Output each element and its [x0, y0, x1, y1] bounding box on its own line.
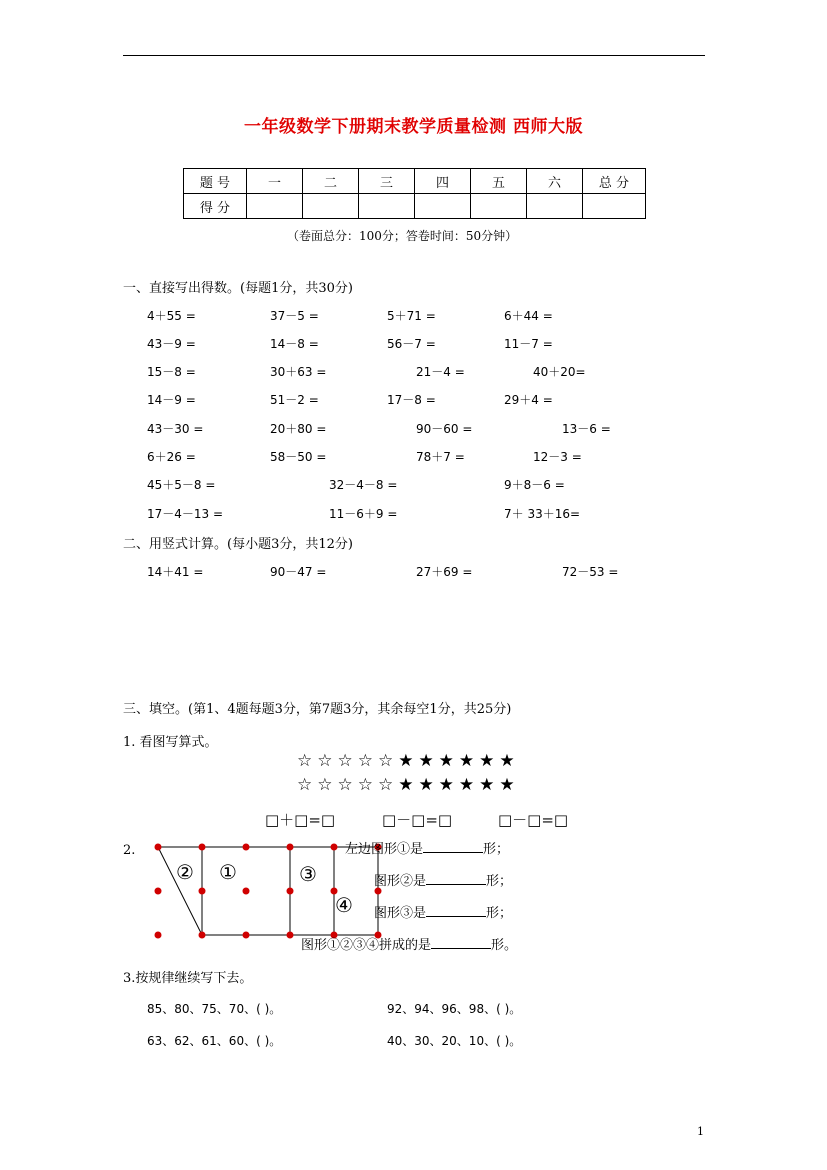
- figure-question-suffix: 形；: [486, 874, 513, 889]
- shape-label-3: ③: [299, 862, 317, 886]
- page-title: 一年级数学下册期末教学质量检测 西师大版: [244, 117, 583, 137]
- vertical-calc-problem: 27＋69 =: [416, 565, 473, 579]
- problem: 11－6＋9 =: [329, 507, 398, 521]
- score-cell[interactable]: [247, 194, 303, 219]
- score-cell[interactable]: [583, 194, 646, 219]
- problem: 4＋55 =: [147, 309, 196, 323]
- shape-label-4: ④: [335, 893, 353, 917]
- sequence-item: 92、94、96、98、( )。: [387, 1002, 522, 1016]
- problem: 43－30 =: [147, 422, 204, 436]
- score-header-cell: 五: [471, 169, 527, 194]
- vertical-calc-problem: 14＋41 =: [147, 565, 204, 579]
- score-header-cell: 题 号: [184, 169, 247, 194]
- figure-question-text: 图形③是: [374, 906, 427, 921]
- problem: 78＋7 =: [416, 450, 465, 464]
- problem: 17－8 =: [387, 393, 436, 407]
- problem: 51－2 =: [270, 393, 319, 407]
- problem: 21－4 =: [416, 365, 465, 379]
- problem: 14－9 =: [147, 393, 196, 407]
- score-input-row: [184, 194, 646, 219]
- problem: 6＋26 =: [147, 450, 196, 464]
- grid-dots: [155, 844, 382, 939]
- problem: 7＋ 33＋16=: [504, 507, 581, 521]
- score-header-cell: 一: [247, 169, 303, 194]
- figure-question-suffix: 形；: [483, 842, 510, 857]
- header-rule: [123, 55, 705, 56]
- score-header-cell: 三: [359, 169, 415, 194]
- exam-note: （卷面总分：100分；答卷时间：50分钟）: [287, 229, 518, 243]
- problem: 14－8 =: [270, 337, 319, 351]
- figure-question-text: 左边图形①是: [345, 842, 424, 857]
- score-header-row: [184, 169, 646, 194]
- problem: 90－60 =: [416, 422, 473, 436]
- answer-blank[interactable]: [426, 872, 486, 885]
- problem: 43－9 =: [147, 337, 196, 351]
- score-header-cell: 二: [303, 169, 359, 194]
- answer-boxes[interactable]: □－□=□: [382, 811, 453, 829]
- score-cell[interactable]: [415, 194, 471, 219]
- vertical-calc-problem: 72－53 =: [562, 565, 619, 579]
- page-number: 1: [697, 1125, 704, 1138]
- figure-question-suffix: 形；: [486, 906, 513, 921]
- figure-question-line: [301, 934, 517, 953]
- sequence-item: 40、30、20、10、( )。: [387, 1034, 522, 1048]
- answer-blank[interactable]: [431, 936, 491, 949]
- problem: 9＋8－6 =: [504, 478, 565, 492]
- answer-boxes[interactable]: □－□=□: [498, 811, 569, 829]
- star-row: ☆☆☆☆☆★★★★★★: [297, 751, 520, 771]
- question2-label: 2.: [123, 843, 136, 858]
- problem: 11－7 =: [504, 337, 553, 351]
- problem: 30＋63 =: [270, 365, 327, 379]
- problem: 32－4－8 =: [329, 478, 398, 492]
- problem: 20＋80 =: [270, 422, 327, 436]
- problem: 37－5 =: [270, 309, 319, 323]
- shape-label-1: ①: [219, 860, 237, 884]
- section3-heading: 三、填空。(第1、4题每题3分，第7题3分，其余每空1分，共25分): [123, 702, 512, 717]
- problem: 45＋5－8 =: [147, 478, 216, 492]
- figure-question-line: [374, 902, 512, 921]
- question1-label: 1. 看图写算式。: [123, 735, 218, 750]
- problem: 6＋44 =: [504, 309, 553, 323]
- answer-blank[interactable]: [426, 904, 486, 917]
- figure-question-suffix: 形。: [491, 938, 518, 953]
- score-header-cell: 四: [415, 169, 471, 194]
- section2-heading: 二、用竖式计算。(每小题3分，共12分): [123, 537, 353, 552]
- score-table: [183, 168, 646, 219]
- problem: 29＋4 =: [504, 393, 553, 407]
- figure-question-line: [374, 870, 512, 889]
- problem: 17－4－13 =: [147, 507, 224, 521]
- sequence-item: 85、80、75、70、( )。: [147, 1002, 282, 1016]
- score-cell[interactable]: [303, 194, 359, 219]
- score-cell[interactable]: [359, 194, 415, 219]
- section1-heading: 一、直接写出得数。(每题1分，共30分): [123, 281, 353, 296]
- problem: 5＋71 =: [387, 309, 436, 323]
- star-row: ☆☆☆☆☆★★★★★★: [297, 775, 520, 795]
- score-header-cell: 总 分: [583, 169, 646, 194]
- sequence-item: 63、62、61、60、( )。: [147, 1034, 282, 1048]
- question3-label: 3.按规律继续写下去。: [123, 971, 253, 986]
- answer-blank[interactable]: [423, 840, 483, 853]
- score-row-label: 得 分: [184, 194, 247, 219]
- problem: 12－3 =: [533, 450, 582, 464]
- vertical-calc-problem: 90－47 =: [270, 565, 327, 579]
- score-header-cell: 六: [527, 169, 583, 194]
- problem: 56－7 =: [387, 337, 436, 351]
- answer-boxes[interactable]: □＋□=□: [265, 811, 336, 829]
- score-cell[interactable]: [471, 194, 527, 219]
- problem: 40＋20=: [533, 365, 586, 379]
- figure-question-text: 图形①②③④拼成的是: [301, 938, 432, 953]
- figure-question-line: [345, 838, 509, 857]
- problem: 13－6 =: [562, 422, 611, 436]
- problem: 15－8 =: [147, 365, 196, 379]
- score-cell[interactable]: [527, 194, 583, 219]
- figure-question-text: 图形②是: [374, 874, 427, 889]
- shape-label-2: ②: [176, 860, 194, 884]
- problem: 58－50 =: [270, 450, 327, 464]
